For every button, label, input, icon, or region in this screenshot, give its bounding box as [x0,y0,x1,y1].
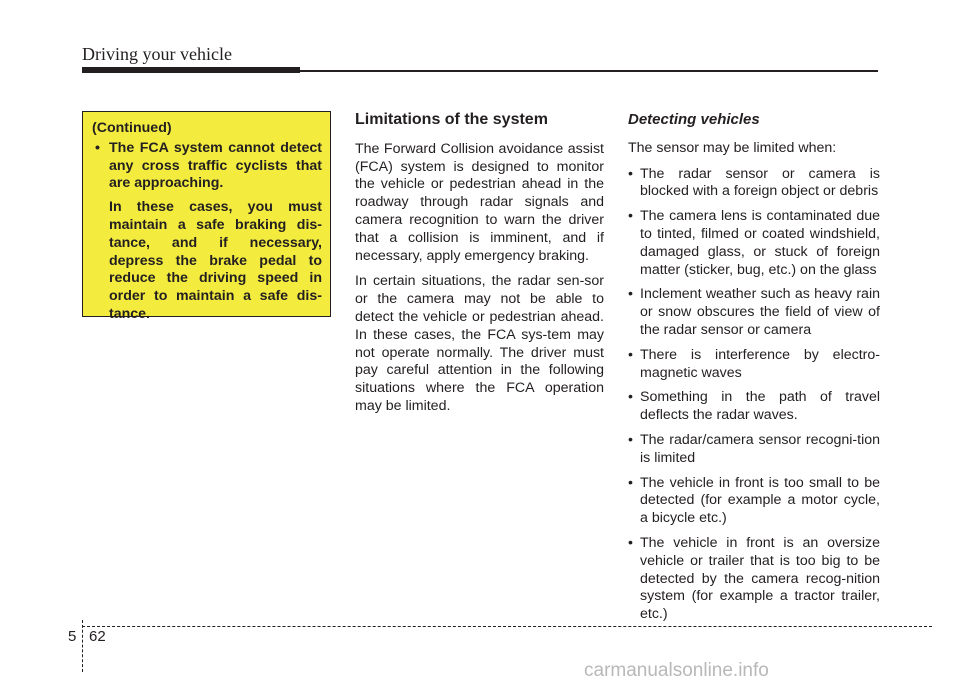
list-item [628,389,880,425]
footer-vertical-rule [82,620,83,672]
list-item-text: Something in the path of travel deflects the radar waves. [640,389,880,424]
header-rule-thin [300,70,878,72]
subsection-heading: Detecting vehicles [628,111,760,128]
warning-bullet [91,140,322,193]
list-item [628,347,880,383]
list-item-text: The radar sensor or camera is blocked with a foreign object or debris [640,165,880,200]
list-intro: The sensor may be limited when: [628,139,837,156]
section-heading: Limitations of the system [355,111,548,128]
header-rule-thick [82,67,300,73]
list-item [628,166,880,202]
right-column [628,111,880,631]
list-item-text: There is interference by electro-magnetic waves [640,346,880,381]
bullet-icon: • [628,165,633,182]
warning-continued-label: (Continued) [92,120,172,136]
bullet-icon: • [628,286,633,303]
bullet-icon: • [628,389,633,406]
list-item [628,475,880,528]
bullet-icon: • [628,431,633,448]
warning-bullet-text: The FCA system cannot detect any cross traffic cyclists that are approaching. [109,139,322,192]
paragraph: The Forward Collision avoidance assist (FCA) system is designed to monitor the vehicle or pedestrian ahead in the roadway through radar signals and camera recognition to warn the driver that a collision is imminent, and if necessary, apply emergency braking. [355,140,604,264]
list-item [628,535,880,624]
list-item [628,432,880,468]
chapter-number: 5 [68,628,77,645]
paragraph: In certain situations, the radar sen-sor or the camera may not be able to detect the vehicle or pedestrian ahead. In these cases, the FCA sys-tem may not operate normally. The driver must pay careful attention in the following situations where the FCA operation may be limited. [355,273,604,414]
list-item-text: The vehicle in front is too small to be detected (for example a motor cycle, a bicycle etc.) [640,474,880,527]
page-header-title: Driving your vehicle [82,44,232,64]
middle-column [355,111,604,424]
bullet-icon: • [628,474,633,491]
bullet-icon: • [628,346,633,363]
bullet-icon: • [628,534,633,551]
bullet-icon: • [95,139,100,156]
warning-paragraph: In these cases, you must maintain a safe braking dis-tance, and if necessary, depress the brake pedal to reduce the driving speed in order to maintain a safe dis-tance. [109,199,322,322]
list-item-text: The camera lens is contaminated due to tinted, filmed or coated windshield, damaged glass, or stuck of foreign matter (sticker, bug, etc.) on the glass [640,208,880,278]
list-item-text: Inclement weather such as heavy rain or snow obscures the field of view of the radar sensor or camera [640,286,880,338]
list-item-text: The radar/camera sensor recogni-tion is limited [640,431,880,466]
footer-dashed-rule [82,626,932,627]
bullet-icon: • [628,208,633,225]
list-item-text: The vehicle in front is an oversize vehicle or trailer that is too big to be detected by the camera recog-nition system (for example a tractor trailer, etc.) [640,534,880,623]
watermark-text: carmanualsonline.info [584,660,769,681]
list-item [628,208,880,279]
warning-box [82,111,331,322]
list-item [628,286,880,339]
page-number: 62 [89,628,106,645]
